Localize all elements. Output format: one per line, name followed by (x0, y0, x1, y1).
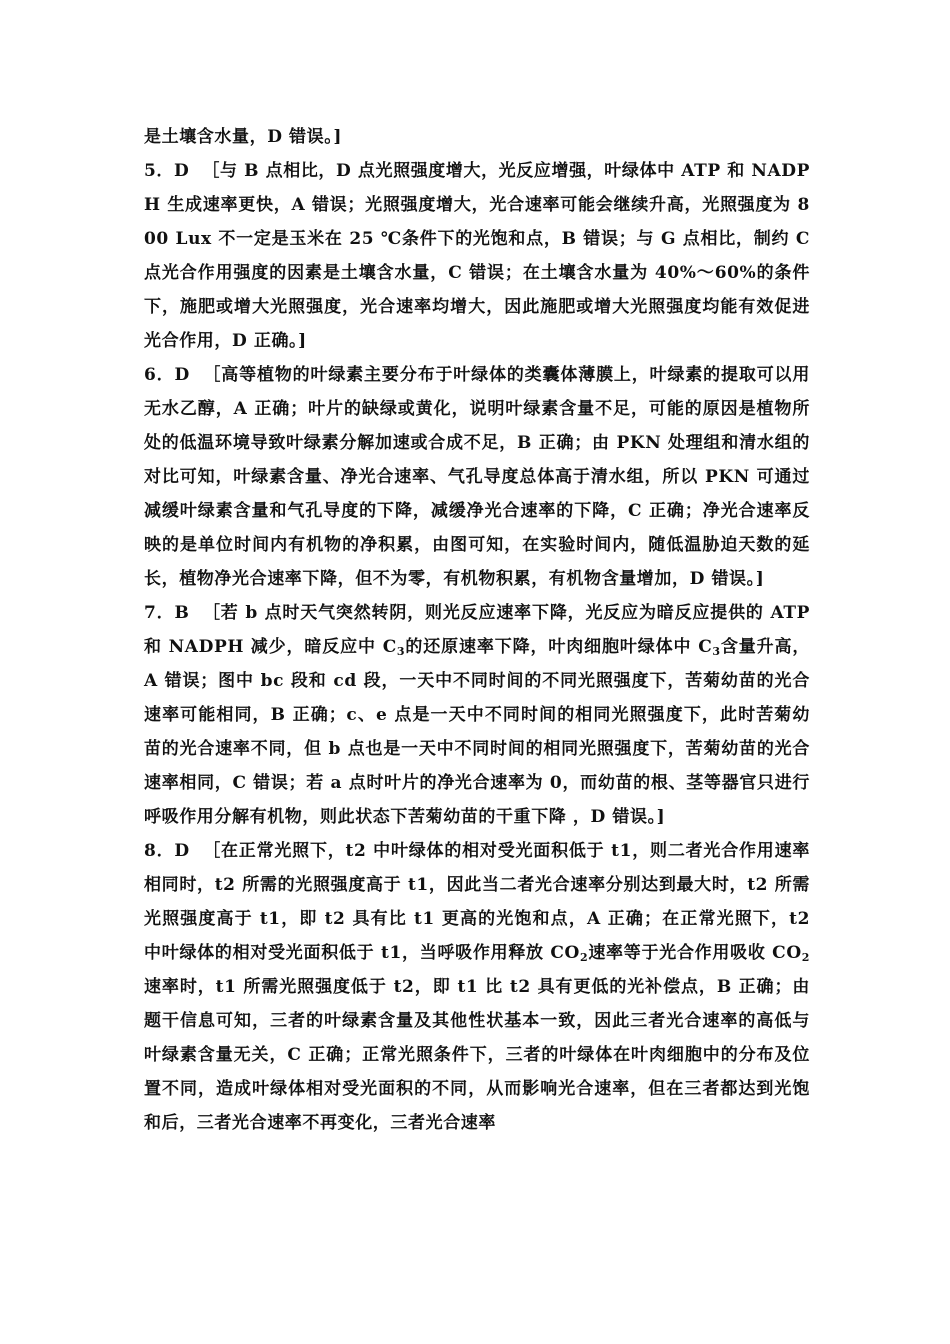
answer-item-5 (144, 154, 810, 358)
question-number: 8． (144, 841, 175, 861)
subscript: 2 (801, 951, 810, 964)
explanation-text: 速率时，t1 所需光照强度低于 t2，即 t1 比 t2 具有更低的光补偿点，B 正确；由题干信息可知，三者的叶绿素含量及其他性状基本一致，因此三者光合速率的高低与叶绿素含量无关，C 正确；正常光照条件下，三者的叶绿体在叶肉细胞中的分布及位置不同，造成叶绿体相对受光面积的不同，从而影响光合速率，但在三者都达到光饱和后，三者光合速率不再变化，三者光合速率 (144, 977, 810, 1133)
subscript: 3 (396, 645, 406, 658)
answer-explanations (144, 120, 810, 1140)
answer-letter: B (174, 603, 190, 623)
explanation-text: 含量升高，A 错误；图中 bc 段和 cd 段，一天中不同时间的不同光照强度下，苦菊幼苗的光合速率可能相同，B 正确；c、e 点是一天中不同时间的相同光照强度下，此时苦菊幼苗的光合速率不同，但 b 点也是一天中不同时间的相同光照强度下，苦菊幼苗的光合速率相同，C 错误；若 a 点时叶片的净光合速率为 0，而幼苗的根、茎等器官只进行呼吸作用分解有机物，则此状态下苦菊幼苗的干重下降 ，D 错误。] (144, 637, 811, 827)
explanation-text: ［若 b 点时天气突然转阴，则光反应速率下降，光反应为暗反应提供的 ATP 和 NADPH 减少，暗反应中 C (144, 603, 810, 657)
answer-letter: D (174, 841, 190, 861)
answer-item-4-continuation (144, 120, 810, 154)
explanation-text: ［高等植物的叶绿素主要分布于叶绿体的类囊体薄膜上，叶绿素的提取可以用无水乙醇，A 正确；叶片的缺绿或黄化，说明叶绿素含量不足，可能的原因是植物所处的低温环境导致叶绿素分解加速或合成不足，B 正确；由 PKN 处理组和清水组的对比可知，叶绿素含量、净光合速率、气孔导度总体高于清水组，所以 PKN 可通过减缓叶绿素含量和气孔导度的下降，减缓净光合速率的下降，C 正确；净光合速率反映的是单位时间内有机物的净积累，由图可知，在实验时间内，随低温胁迫天数的延长，植物净光合速率下降，但不为零，有机物积累，有机物含量增加，D 错误。] (144, 365, 811, 589)
answer-item-8 (144, 834, 810, 1140)
subscript: 3 (712, 645, 721, 658)
explanation-text: 是土壤含水量，D 错误。] (144, 127, 343, 147)
explanation-text: ［在正常光照下，t2 中叶绿体的相对受光面积低于 t1，则二者光合作用速率相同时，t2 所需的光照强度高于 t1，因此当二者光合速率分别达到最大时，t2 所需光照强度高于 t1，即 t2 具有比 t1 更高的光饱和点，A 正确；在正常光照下，t2 中叶绿体的相对受光面积低于 t1，当呼吸作用释放 CO (144, 841, 810, 963)
answer-item-6 (144, 358, 810, 596)
answer-letter: D (174, 161, 190, 181)
question-number: 5． (144, 161, 175, 181)
explanation-text: ［与 B 点相比，D 点光照强度增大，光反应增强，叶绿体中 ATP 和 NADPH 生成速率更快，A 错误；光照强度增大，光合速率可能会继续升高，光照强度为 800 Lux 不一定是玉米在 25 ℃条件下的光饱和点，B 错误；与 G 点相比，制约 C 点光合作用强度的因素是土壤含水量，C 错误；在土壤含水量为 40%～60%的条件下，施肥或增大光照强度，光合速率均增大，因此施肥或增大光照强度均能有效促进光合作用，D 正确。] (144, 161, 810, 351)
subscript: 2 (579, 951, 589, 964)
answer-item-7 (144, 596, 810, 834)
explanation-text: 的还原速率下降，叶肉细胞叶绿体中 C (405, 637, 713, 657)
answer-letter: D (174, 365, 190, 385)
explanation-text: 速率等于光合作用吸收 CO (588, 943, 802, 963)
question-number: 6． (144, 365, 175, 385)
question-number: 7． (144, 603, 175, 623)
